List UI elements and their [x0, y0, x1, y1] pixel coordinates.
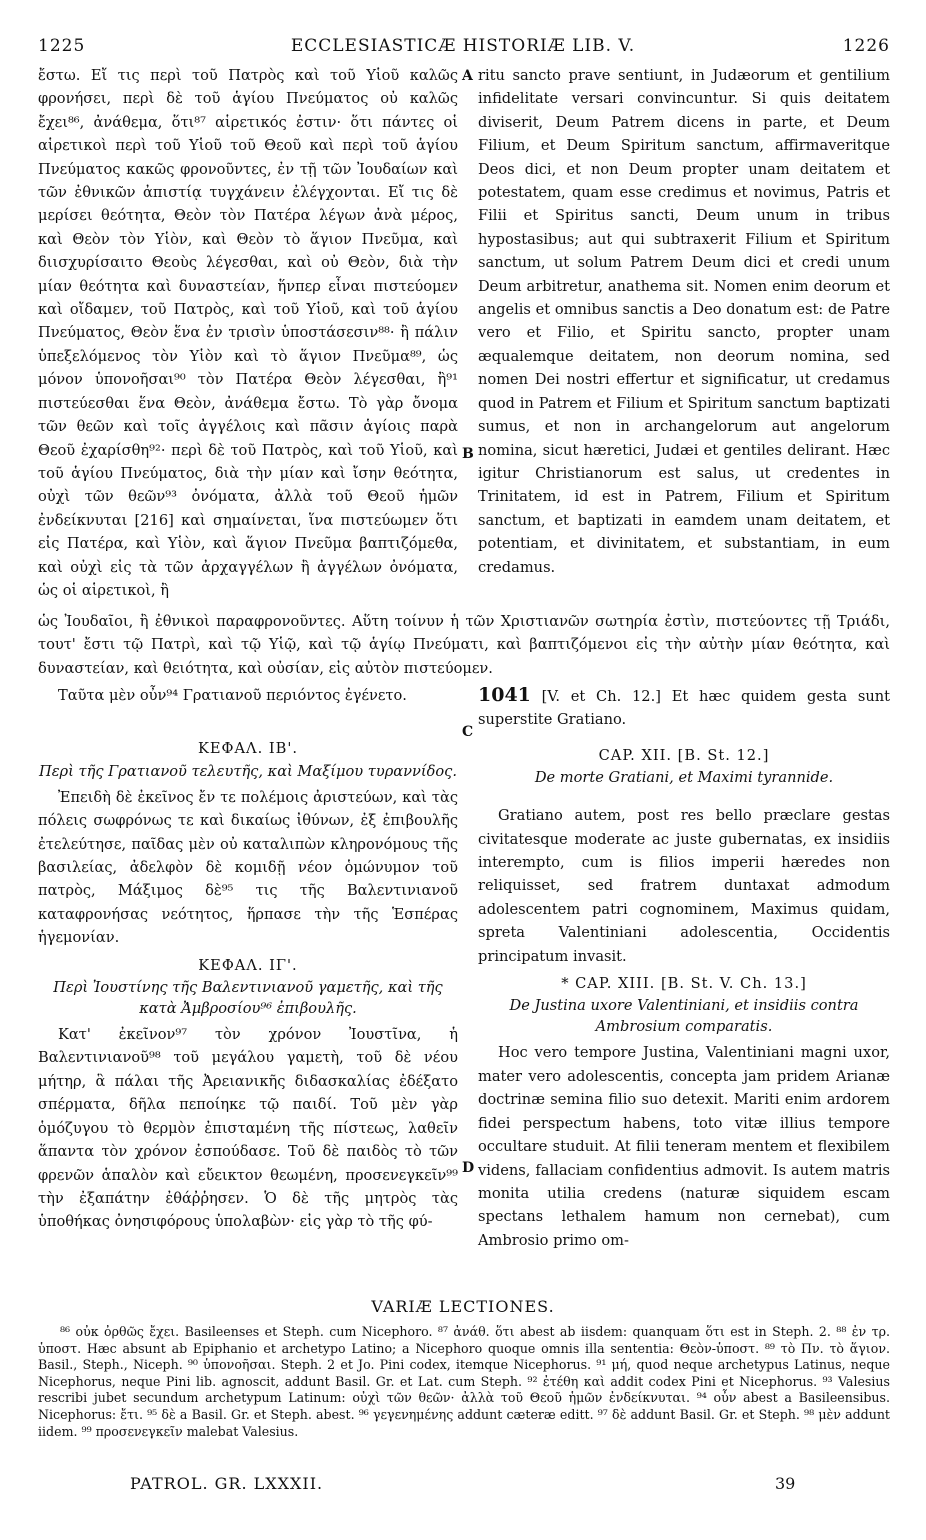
- chapter-12-heading: ΚΕΦΑΛ. ΙΒ'.: [197, 740, 299, 758]
- greek-column-bottom: [38, 684, 458, 1234]
- latin-gratian-text: [V. et Ch. 12.] Et hæc quidem gesta sunt superstite Gratiano.: [478, 688, 890, 729]
- cap-13-title: De Justina uxore Valentiniani, et insidiis contra Ambrosium comparatis.: [509, 997, 859, 1036]
- variant-readings-heading: VARIÆ LECTIONES.: [371, 1297, 555, 1316]
- chapter-13-text: Κατ' ἐκεῖνον⁹⁷ τὸν χρόνον Ἰουστῖνα, ἡ Βαλεντινιανοῦ⁹⁸ τοῦ μεγάλου γαμετὴ, τοῦ δὲ νέου μήτηρ, ἃ πάλαι τῆς Ἀρειανικῆς διδασκαλίας ἐδέξατο σπέρματα, δῆλα πεποίηκε τῷ παιδί. Τοῦ μὲν γὰρ ὁμόζυγου τὸ θερμὸν ἐπισταμένη τῆς πίστεως, λαθεῖν ἅπαντα τὸν χρόνον ἐσπούδασε. Τοῦ δὲ παιδὸς τὸ τῶν φρενῶν ἁπαλὸν καὶ εὔεικτον θεωμένη, προσενεγκεῖν⁹⁹ τὴν ἐξαπάτην ἐθάῤῥησεν. Ὁ δὲ τῆς μητρὸς τὰς ὑποθήκας ὀνησιφόρους ὑπολαβὼν· εἰς γὰρ τὸ τῆς φύ-: [38, 1026, 458, 1231]
- cap-13-text: Hoc vero tempore Justina, Valentiniani magni uxor, mater vero adolescentis, concepta jam pridem Arianæ doctrinæ semina filio suo detexit. Mariti enim ardorem fidei perspectum habens, toto vitæ illius tempore occultare studuit. At filii teneram mentem et flexibilem videns, fallaciam confidentius admovit. Is autem matris monita utilia credens (naturæ siquidem escam spectans lethalem hamum non cernebat), cum Ambrosio primo om-: [478, 1044, 890, 1249]
- chapter-12-text: Ἐπειδὴ δὲ ἐκεῖνος ἔν τε πολέμοις ἀριστεύων, καὶ τὰς πόλεις σωφρόνως τε καὶ δικαίως ἰθύνων, ἐξ ἐπιβουλῆς ἐτελεύτησε, παῖδας μὲν οὐ καταλιπὼν κληρονόμους τῆς βασιλείας, ἀδελφὸν δὲ κομιδῇ νέον ὁμώνυμον τοῦ πατρὸς, Μάξιμος δὲ⁹⁵ τις τῆς Βαλεντινιανοῦ καταφρονήσας νεότητος, ἥρπασε τὴν τῆς Ἑσπέρας ἡγεμονίαν.: [38, 788, 458, 947]
- latin-paragraph: ritu sancto prave sentiunt, in Judæorum et gentilium infidelitate versari convincuntur. Si quis deitatem diviserit, Deum Patrem dicens in parte, et Deum Filium, et Deum Spiritum sanctum, affirmaveritque Deos dici, et non Deum propter unam deitatem et potestatem, quam esse credimus et novimus, Patris et Filii et Spiritus sancti, Deum unum in tribus hypostasibus; aut qui subtraxerit Filium et Spiritum sanctum, ut solum Patrem Deum dici et credi unum Deum arbitretur, anathema sit. Nomen enim deorum et angelis et omnibus sanctis a Deo donatum est: de Patre vero et Filio, et Spiritu sancto, propter unam æqualemque deitatem, non deorum nomina, sed nomen Dei nostri effertur et significatur, ut credamus quod in Patrem et Filium et Spiritum sanctum baptizati sumus, et non in archangelorum aut angelorum nomina, sicut hæretici, Judæi et gentiles delirant. Hæc igitur Christianorum est salus, ut credentes in Trinitatem, id est in Patrem, Filium et Spiritum sanctum, et baptizati in eamdem unam deitatem, et potentiam, et divinitatem, et substantiam, in eum credamus.: [478, 67, 890, 576]
- cap-12-title: De morte Gratiani, et Maximi tyrannide.: [534, 769, 834, 787]
- footer-patrology: PATROL. GR. LXXXII.: [130, 1474, 324, 1493]
- column-number: 1041: [478, 684, 531, 706]
- running-title: ECCLESIASTICÆ HISTORIÆ LIB. V.: [290, 36, 636, 56]
- greek-full-width-text: [38, 610, 890, 680]
- greek-gratian-line: Ταῦτα μὲν οὖν⁹⁴ Γρατιανοῦ περιόντος ἐγένετο.: [58, 687, 407, 704]
- chapter-13-heading: ΚΕΦΑΛ. ΙΓ'.: [198, 956, 298, 974]
- cap-12-heading: CAP. XII. [B. St. 12.]: [598, 746, 770, 764]
- greek-continuation: ὡς Ἰουδαῖοι, ἢ ἐθνικοὶ παραφρονοῦντες. Αὕτη τοίνυν ἡ τῶν Χριστιανῶν σωτηρία ἐστὶν, πιστεύοντες τῇ Τριάδι, τουτ' ἔστι τῷ Πατρὶ, καὶ τῷ Υἱῷ, καὶ τῷ ἁγίῳ Πνεύματι, καὶ βαπτιζόμενοι εἰς τὴν αὐτὴν μίαν θεότητα, καὶ δυναστείαν, καὶ θειότητα, καὶ οὐσίαν, εἰς αὐτὸν πιστεύομεν.: [38, 613, 890, 677]
- variant-readings: [38, 1324, 890, 1440]
- chapter-13-title: Περὶ Ἰουστίνης τῆς Βαλεντινιανοῦ γαμετῆς, καὶ τῆς κατὰ Ἀμβροσίου⁹⁶ ἐπιβουλῆς.: [53, 979, 443, 1018]
- margin-letter-b: B: [462, 446, 474, 462]
- chapter-12-title: Περὶ τῆς Γρατιανοῦ τελευτῆς, καὶ Μαξίμου τυραννίδος.: [39, 762, 457, 780]
- footer-signature: 39: [775, 1474, 796, 1493]
- margin-letter-c: C: [462, 724, 474, 740]
- margin-letter-d: D: [462, 1160, 475, 1176]
- cap-12-text: Gratiano autem, post res bello præclare gestas civitatesque moderate ac juste gubernatas, ex insidiis interempto, cum is filios imperii hæredes non reliquisset, sed fratrem duntaxat admodum adolescentem patri cognominem, Maximus quidam, spreta Valentiniani adolescentia, Occidentis principatum invasit.: [478, 807, 890, 965]
- latin-column-top: [478, 64, 890, 579]
- greek-paragraph: ἔστω. Εἴ τις περὶ τοῦ Πατρὸς καὶ τοῦ Υἱοῦ καλῶς φρονήσει, περὶ δὲ τοῦ ἁγίου Πνεύματος οὐ καλῶς ἔχει⁸⁶, ἀνάθεμα, ὅτι⁸⁷ αἱρετικός ἐστιν· ὅτι πάντες οἱ αἱρετικοὶ περὶ τοῦ Υἱοῦ τοῦ Θεοῦ καὶ περὶ τοῦ ἁγίου Πνεύματος κακῶς φρονοῦντες, ἐν τῇ τῶν Ἰουδαίων καὶ τῶν ἐθνικῶν ἀπιστίᾳ τυγχάνειν ἐλέγχονται. Εἴ τις δὲ μερίσει θεότητα, Θεὸν τὸν Πατέρα λέγων ἀνὰ μέρος, καὶ Θεὸν τὸν Υἱὸν, καὶ Θεὸν τὸ ἅγιον Πνεῦμα, καὶ διισχυρίσαιτο Θεοὺς λέγεσθαι, καὶ οὐ Θεὸν, διὰ τὴν μίαν θεότητα καὶ δυναστείαν, ἥνπερ εἶναι πιστεύομεν καὶ οἴδαμεν, τοῦ Πατρὸς, καὶ τοῦ Υἱοῦ, καὶ τοῦ ἁγίου Πνεύματος, Θεὸν ἕνα ἐν τρισὶν ὑποστάσεσιν⁸⁸· ἢ πάλιν ὑπεξελόμενος τὸν Υἱὸν καὶ τὸ ἅγιον Πνεῦμα⁸⁹, ὡς μόνον ὑπονοῆσαι⁹⁰ τὸν Πατέρα Θεὸν λέγεσθαι, ἢ⁹¹ πιστεύεσθαι ἕνα Θεὸν, ἀνάθεμα ἔστω. Τὸ γὰρ ὄνομα τῶν θεῶν καὶ τοῖς ἀγγέλοις καὶ πᾶσιν ἁγίοις παρὰ Θεοῦ ἐχαρίσθη⁹²· περὶ δὲ τοῦ Πατρὸς, καὶ τοῦ Υἱοῦ, καὶ τοῦ ἁγίου Πνεύματος, διὰ τὴν μίαν καὶ ἴσην θεότητα, οὐχὶ τῶν θεῶν⁹³ ὀνόματα, ἀλλὰ τοῦ Θεοῦ ἡμῶν ἐνδείκνυται [216] καὶ σημαίνεται, ἵνα πιστεύωμεν ὅτι εἰς Πατέρα, καὶ Υἱὸν, καὶ ἅγιον Πνεῦμα βαπτιζόμεθα, καὶ οὐχὶ εἰς τὰ τῶν ἀρχαγγέλων ἢ ἀγγέλων ὀνόματα, ὡς οἱ αἱρετικοὶ, ἢ: [38, 67, 458, 599]
- page-number-left: 1225: [38, 36, 86, 56]
- variant-readings-text: ⁸⁶ οὐκ ὀρθῶς ἔχει. Basileenses et Steph. cum Nicephoro. ⁸⁷ ἀνάθ. ὅτι abest ab iisdem: quanquam ὅτι est in Steph. 2. ⁸⁸ ἐν τρ. ὑποστ. Hæc absunt ab Epiphanio et archetypo Latino; a Nicephoro quoque omnis illa sententia: Θεὸν-ὑποστ. ⁸⁹ τὸ Πν. τὸ ἅγιον. Basil., Steph., Niceph. ⁹⁰ ὑπονοῆσαι. Steph. 2 et Jo. Pini codex, itemque Nicephorus. ⁹¹ μή, quod neque archetypus Latinus, neque Nicephorus, neque Pini lib. agnoscit, addunt Basil. Gr. et Lat. cum Steph. ⁹² ἐτέθη καὶ addit codex Pini et Nicephorus. ⁹³ Valesius rescribi jubet secundum archetypum Latinum: οὐχὶ τῶν θεῶν· ἀλλὰ τοῦ Θεοῦ ἡμῶν ἐνδείκνυται. ⁹⁴ οὖν abest a Basileensibus. Nicephorus: ἔτι. ⁹⁵ δὲ a Basil. Gr. et Steph. abest. ⁹⁶ γεγενημένης addunt cæteræ editt. ⁹⁷ δὲ addunt Basil. Gr. et Steph. ⁹⁸ μὲν addunt iidem. ⁹⁹ προσενεγκεῖν malebat Valesius.: [38, 1324, 890, 1439]
- margin-letter-a: A: [462, 68, 473, 84]
- greek-column-top: [38, 64, 458, 602]
- page-number-right: 1226: [842, 36, 890, 56]
- latin-column-bottom: [478, 684, 890, 1252]
- cap-13-heading: * CAP. XIII. [B. St. V. Ch. 13.]: [561, 975, 807, 993]
- latin-gratian-line: [478, 684, 890, 732]
